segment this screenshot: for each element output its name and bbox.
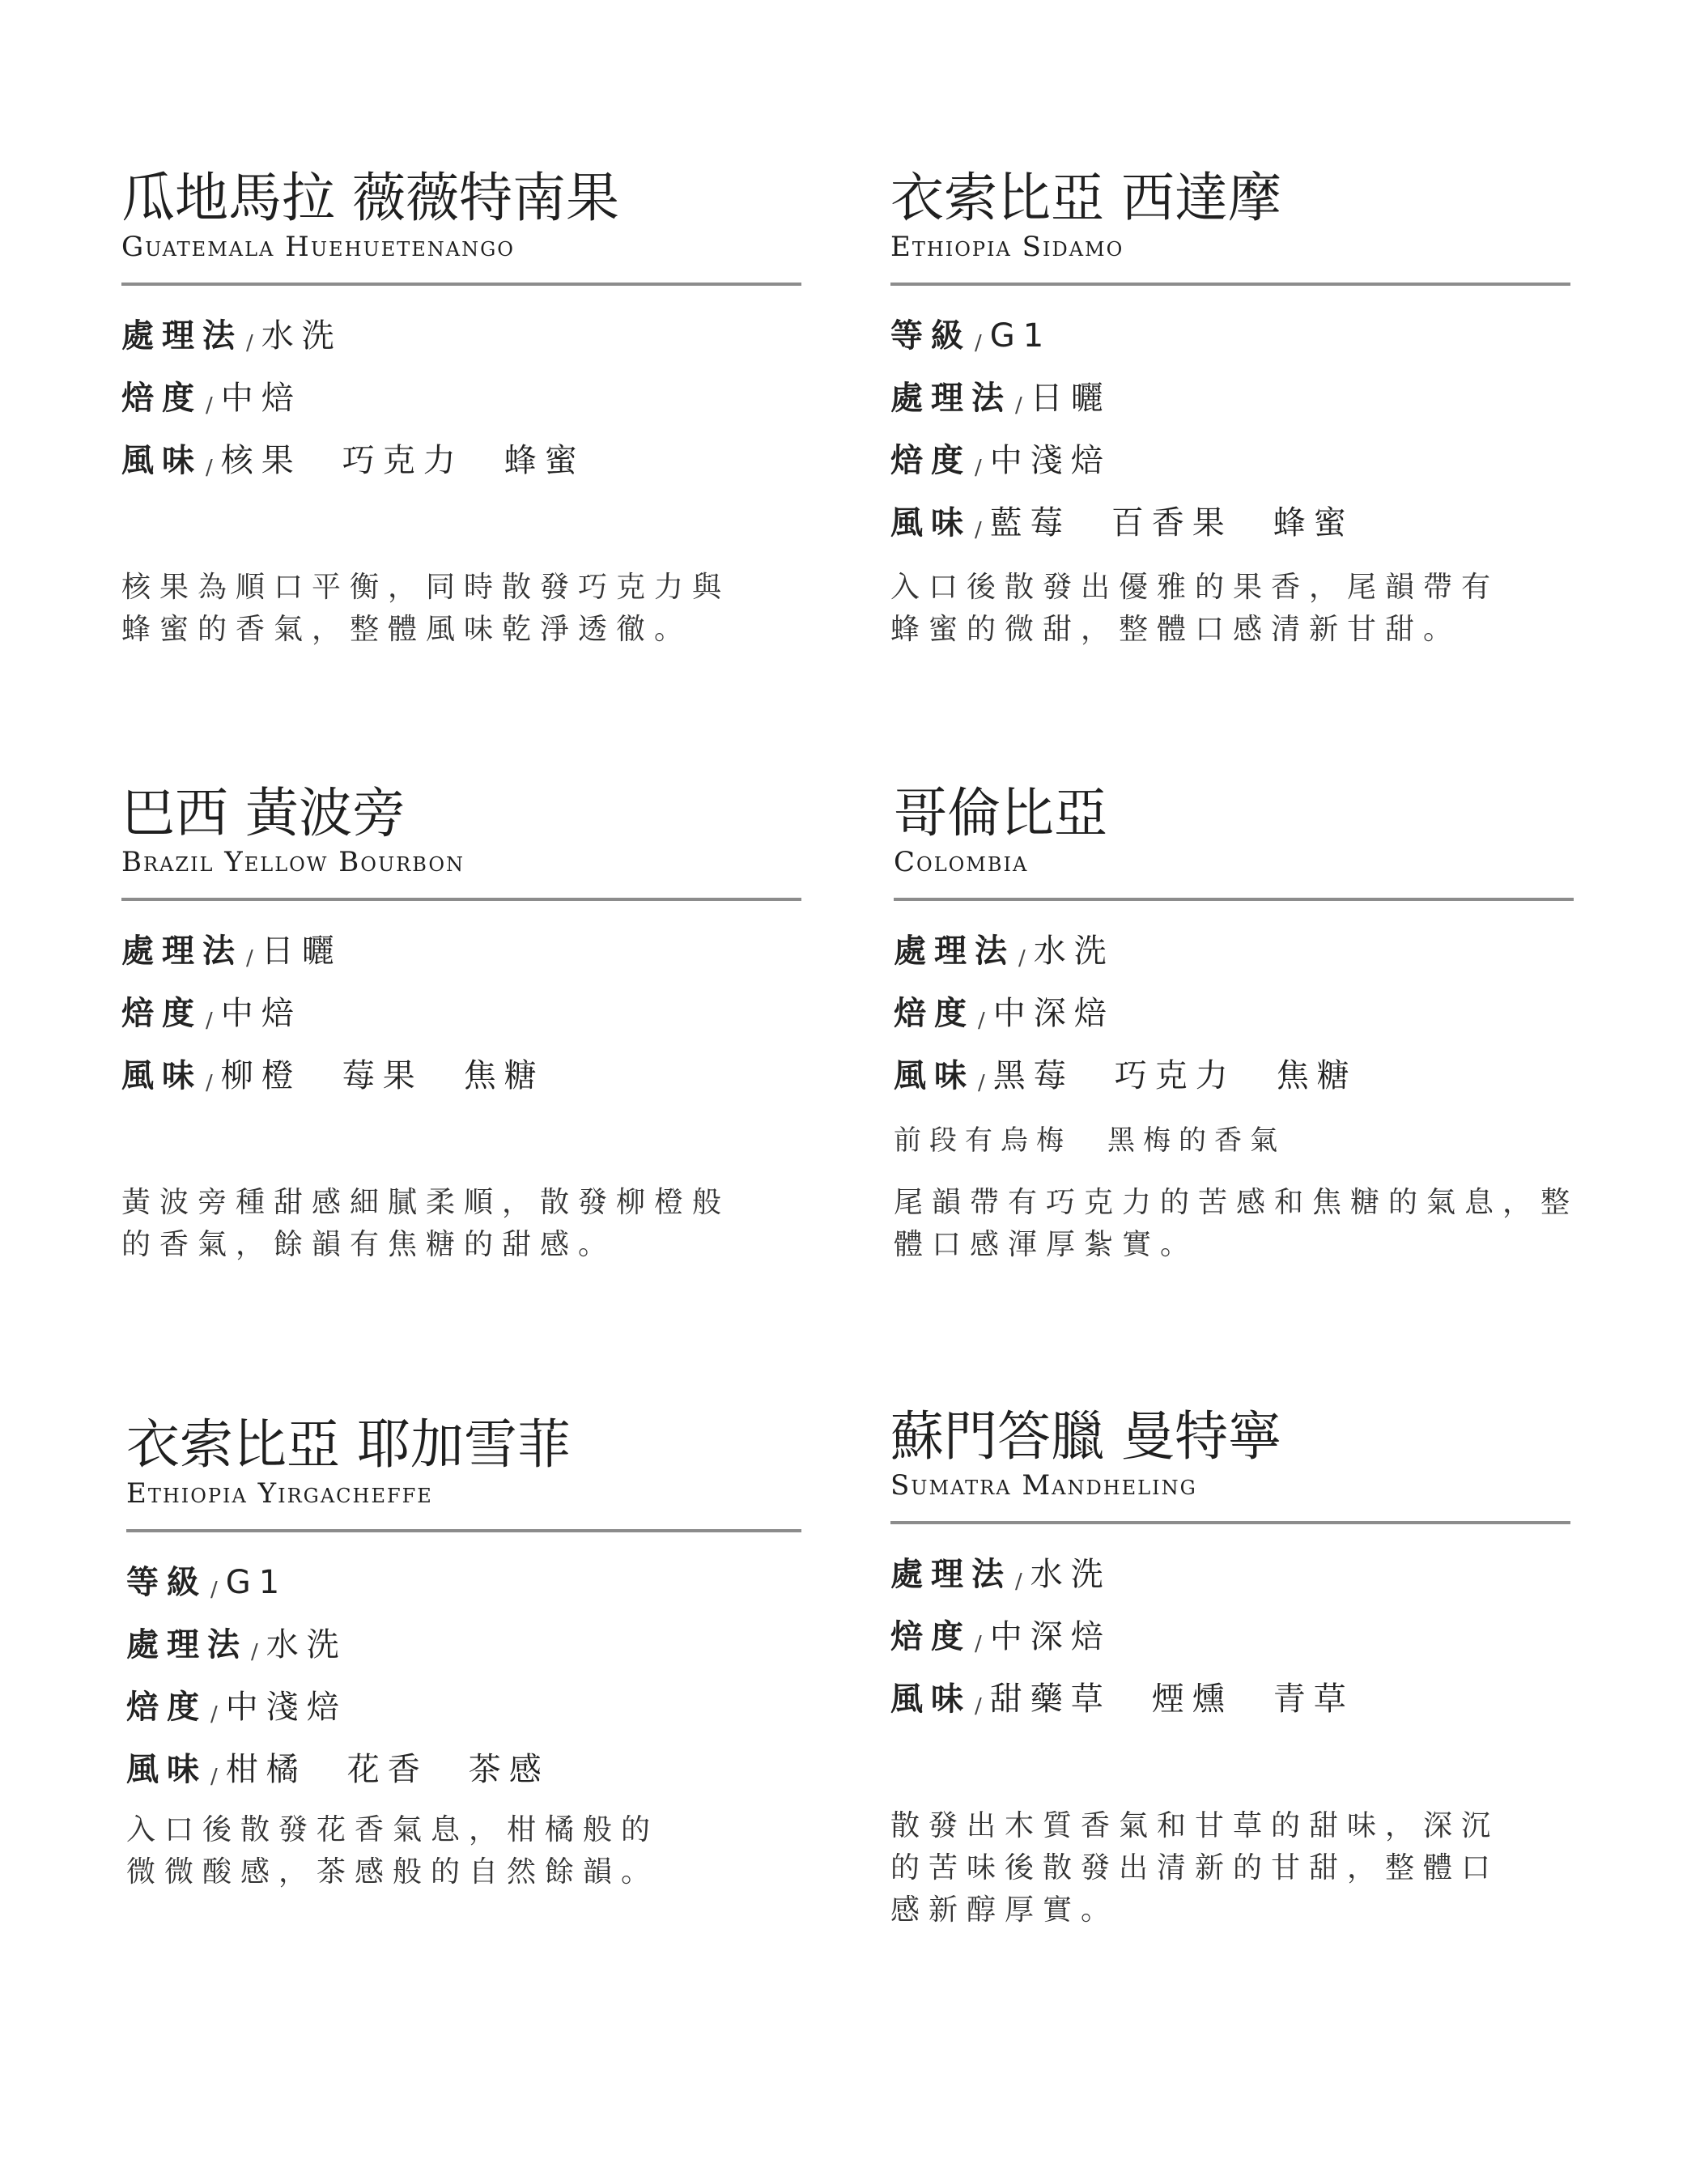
spec-separator: / bbox=[1015, 393, 1022, 418]
spec-key: 風味 bbox=[890, 1680, 971, 1718]
spec-separator: / bbox=[1015, 1570, 1022, 1594]
spec-key: 風味 bbox=[121, 1057, 202, 1094]
coffee-card-ethiopia-yirgacheffe bbox=[126, 1413, 806, 1889]
spec-row bbox=[890, 433, 1570, 495]
spec-list bbox=[126, 1555, 806, 1804]
spec-separator: / bbox=[251, 1640, 258, 1664]
spec-key: 處理法 bbox=[890, 1556, 1012, 1593]
spec-row bbox=[121, 1048, 801, 1111]
coffee-card-ethiopia-sidamo bbox=[890, 166, 1570, 646]
spec-list bbox=[121, 308, 801, 495]
spec-separator: / bbox=[978, 1009, 985, 1033]
divider bbox=[890, 1521, 1570, 1524]
spec-separator: / bbox=[978, 1071, 985, 1095]
spec-separator: / bbox=[975, 518, 982, 542]
description-line: 蜂蜜的香氣，整體風味乾淨透徹。 bbox=[121, 613, 693, 646]
description-line: 核果為順口平衡，同時散發巧克力與 bbox=[121, 571, 731, 604]
spec-key: 處理法 bbox=[890, 380, 1012, 417]
description-line: 黃波旁種甜感細膩柔順，散發柳橙般 bbox=[121, 1186, 731, 1219]
spec-row bbox=[890, 1609, 1570, 1672]
description-line: 入口後散發花香氣息，柑橘般的 bbox=[126, 1813, 660, 1846]
spec-row bbox=[121, 433, 801, 495]
spec-key: 焙度 bbox=[121, 380, 202, 417]
spec-separator: / bbox=[210, 1765, 218, 1789]
spec-row bbox=[890, 1547, 1570, 1609]
spec-value: 核果 巧克力 蜂蜜 bbox=[220, 442, 585, 479]
spec-row bbox=[890, 308, 1570, 371]
spec-separator: / bbox=[210, 1578, 218, 1602]
spec-row bbox=[121, 986, 801, 1048]
spec-row bbox=[121, 371, 801, 433]
spec-value: 水洗 bbox=[1030, 1556, 1111, 1593]
card-title-zh: 衣索比亞 耶加雪菲 bbox=[126, 1413, 571, 1476]
spec-separator: / bbox=[975, 331, 982, 355]
spec-separator: / bbox=[246, 331, 253, 355]
spec-value: 水洗 bbox=[266, 1626, 347, 1663]
spec-value: 中焙 bbox=[220, 380, 302, 417]
spec-key: 等級 bbox=[126, 1564, 207, 1601]
divider bbox=[121, 898, 801, 901]
coffee-card-brazil bbox=[121, 781, 801, 1261]
description-line: 的香氣，餘韻有焦糖的甜感。 bbox=[121, 1228, 617, 1261]
spec-row bbox=[894, 986, 1574, 1048]
spec-value: 水洗 bbox=[1033, 933, 1115, 970]
spec-separator: / bbox=[975, 456, 982, 480]
spec-key: 等級 bbox=[890, 317, 971, 355]
spec-key: 處理法 bbox=[121, 933, 243, 970]
divider bbox=[890, 283, 1570, 286]
spec-key: 焙度 bbox=[126, 1689, 207, 1726]
spec-value: 黑莓 巧克力 焦糖 bbox=[992, 1057, 1358, 1094]
spec-row bbox=[890, 495, 1570, 558]
card-title-en: Ethiopia Sidamo bbox=[890, 231, 1124, 263]
coffee-card-colombia bbox=[894, 781, 1579, 1261]
spec-key: 焙度 bbox=[890, 442, 971, 479]
spec-separator: / bbox=[975, 1694, 982, 1719]
card-title-en: Guatemala Huehuetenango bbox=[121, 231, 515, 263]
spec-separator: / bbox=[206, 1071, 213, 1095]
spec-row bbox=[121, 924, 801, 986]
coffee-card-guatemala bbox=[121, 166, 801, 646]
spec-value: G1 bbox=[989, 317, 1052, 355]
description-line: 的苦味後散發出清新的甘甜，整體口 bbox=[890, 1851, 1500, 1884]
card-title-zh: 巴西 黃波旁 bbox=[121, 782, 406, 844]
card-description bbox=[126, 1809, 659, 1893]
spec-key: 處理法 bbox=[126, 1626, 248, 1663]
spec-separator: / bbox=[206, 393, 213, 418]
divider bbox=[894, 898, 1574, 901]
spec-key: 焙度 bbox=[894, 995, 975, 1032]
spec-value: 中焙 bbox=[220, 995, 302, 1032]
spec-row bbox=[126, 1555, 806, 1617]
spec-separator: / bbox=[1018, 946, 1026, 971]
spec-key: 處理法 bbox=[121, 317, 243, 355]
card-description bbox=[890, 1805, 1499, 1931]
spec-row bbox=[121, 308, 801, 371]
spec-row bbox=[126, 1742, 806, 1804]
spec-row bbox=[890, 371, 1570, 433]
divider bbox=[121, 283, 801, 286]
spec-value: 中淺焙 bbox=[225, 1689, 347, 1726]
description-line: 散發出木質香氣和甘草的甜味，深沉 bbox=[890, 1809, 1500, 1842]
spec-value: 柑橘 花香 茶感 bbox=[225, 1751, 550, 1788]
spec-key: 風味 bbox=[126, 1751, 207, 1788]
description-line: 入口後散發出優雅的果香，尾韻帶有 bbox=[890, 571, 1500, 604]
card-description bbox=[121, 1182, 730, 1266]
spec-value: 甜藥草 煙燻 青草 bbox=[989, 1680, 1354, 1718]
spec-value: 中深焙 bbox=[989, 1618, 1111, 1655]
description-line: 微微酸感，茶感般的自然餘韻。 bbox=[126, 1855, 660, 1889]
spec-key: 焙度 bbox=[121, 995, 202, 1032]
spec-list bbox=[894, 924, 1574, 1111]
spec-value: 中淺焙 bbox=[989, 442, 1111, 479]
spec-value: 藍莓 百香果 蜂蜜 bbox=[989, 504, 1354, 542]
spec-row bbox=[126, 1617, 806, 1680]
flavor-note: 前段有烏梅 黑梅的香氣 bbox=[894, 1124, 1285, 1157]
card-title-zh: 蘇門答臘 曼特寧 bbox=[890, 1405, 1281, 1468]
spec-value: G1 bbox=[225, 1564, 288, 1601]
spec-list bbox=[121, 924, 801, 1111]
spec-separator: / bbox=[206, 456, 213, 480]
spec-value: 日曬 bbox=[261, 933, 342, 970]
spec-key: 處理法 bbox=[894, 933, 1015, 970]
spec-value: 水洗 bbox=[261, 317, 342, 355]
spec-list bbox=[890, 1547, 1570, 1734]
description-line: 尾韻帶有巧克力的苦感和焦糖的氣息，整 bbox=[894, 1186, 1579, 1219]
description-line: 感新醇厚實。 bbox=[890, 1893, 1120, 1927]
card-title-zh: 衣索比亞 西達摩 bbox=[890, 167, 1281, 229]
spec-separator: / bbox=[975, 1632, 982, 1656]
card-title-en: Ethiopia Yirgacheffe bbox=[126, 1477, 433, 1510]
card-title-zh: 哥倫比亞 bbox=[894, 782, 1107, 844]
spec-key: 風味 bbox=[121, 442, 202, 479]
description-line: 蜂蜜的微甜，整體口感清新甘甜。 bbox=[890, 613, 1462, 646]
spec-separator: / bbox=[206, 1009, 213, 1033]
spec-value: 柳橙 莓果 焦糖 bbox=[220, 1057, 545, 1094]
card-title-en: Colombia bbox=[894, 846, 1029, 878]
spec-row bbox=[890, 1672, 1570, 1734]
spec-separator: / bbox=[246, 946, 253, 971]
spec-list bbox=[890, 308, 1570, 558]
spec-key: 風味 bbox=[894, 1057, 975, 1094]
card-title-en: Brazil Yellow Bourbon bbox=[121, 846, 465, 878]
spec-value: 日曬 bbox=[1030, 380, 1111, 417]
coffee-card-sumatra bbox=[890, 1404, 1570, 1927]
spec-key: 焙度 bbox=[890, 1618, 971, 1655]
spec-row bbox=[894, 1048, 1574, 1111]
spec-row bbox=[894, 924, 1574, 986]
divider bbox=[126, 1529, 801, 1532]
card-title-zh: 瓜地馬拉 薇薇特南果 bbox=[121, 167, 619, 229]
spec-key: 風味 bbox=[890, 504, 971, 542]
card-description bbox=[894, 1182, 1579, 1266]
card-description bbox=[890, 567, 1499, 651]
spec-row bbox=[126, 1680, 806, 1742]
spec-separator: / bbox=[210, 1702, 218, 1727]
card-description bbox=[121, 567, 730, 651]
description-line: 體口感渾厚紮實。 bbox=[894, 1228, 1199, 1261]
card-title-en: Sumatra Mandheling bbox=[890, 1469, 1197, 1502]
spec-value: 中深焙 bbox=[992, 995, 1115, 1032]
